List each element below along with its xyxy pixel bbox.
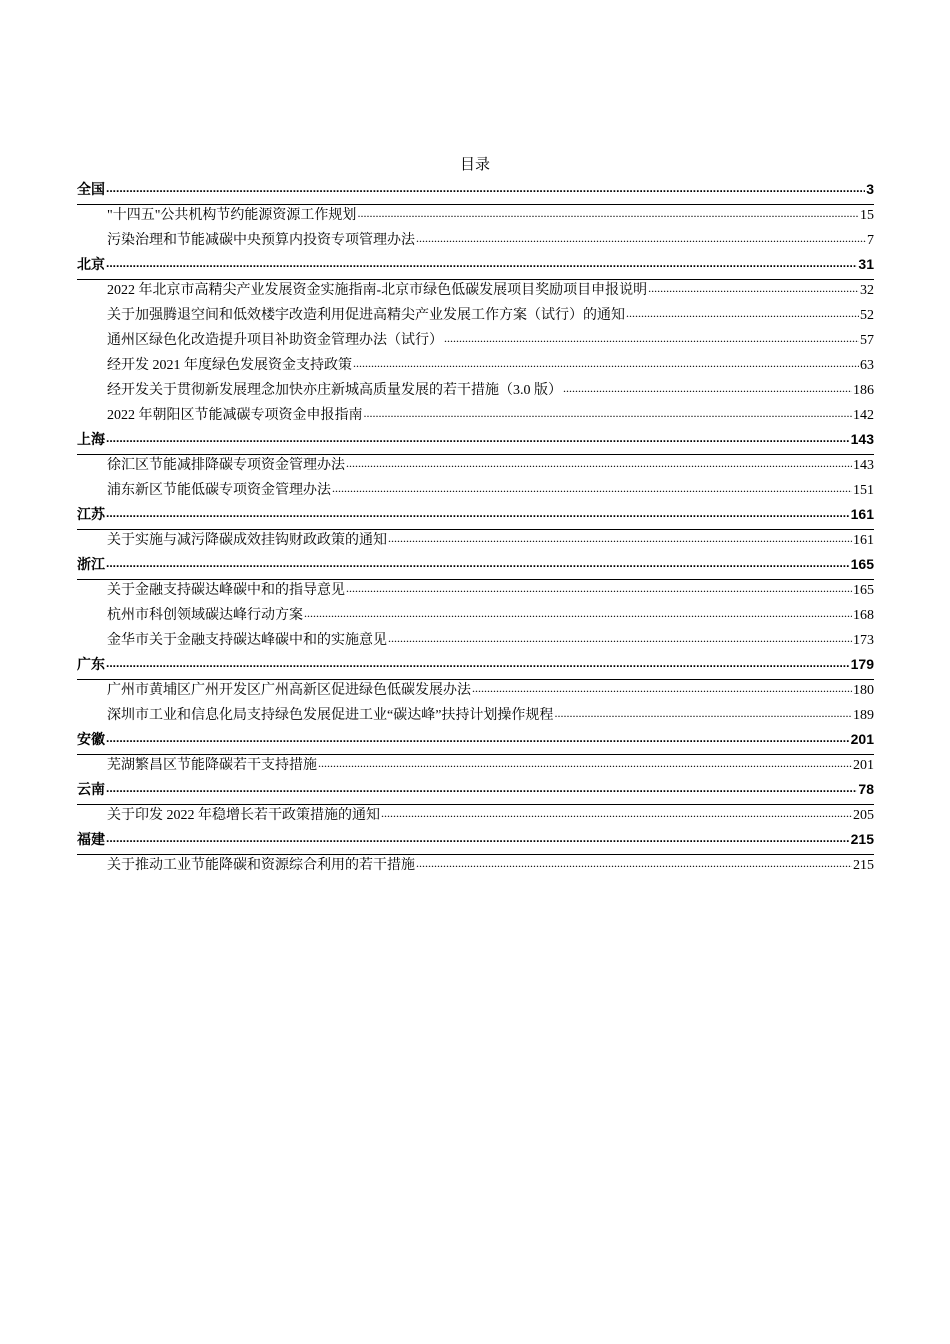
toc-entry-label: 关于推动工业节能降碳和资源综合利用的若干措施 (107, 858, 415, 873)
toc-dot-leader (563, 380, 852, 394)
toc-item-entry[interactable] (77, 305, 874, 330)
toc-entry-page-number: 161 (850, 506, 874, 522)
toc-entry-label: 北京 (77, 257, 105, 273)
toc-entry-page-number: 7 (867, 233, 874, 248)
toc-entry-label: 经开发 2021 年度绿色发展资金支持政策 (107, 358, 352, 373)
toc-dot-leader (648, 280, 859, 294)
toc-entry-page-number: 201 (850, 731, 874, 747)
toc-entry-page-number: 142 (853, 408, 874, 423)
toc-entry-label: 云南 (77, 782, 105, 798)
toc-dot-leader (388, 530, 852, 544)
toc-entry-label: 广东 (77, 657, 105, 673)
toc-item-entry[interactable] (77, 755, 874, 780)
toc-dot-leader (106, 655, 850, 669)
toc-entry-label: "十四五"公共机构节约能源资源工作规划 (107, 208, 357, 223)
toc-entry-page-number: 215 (850, 831, 874, 847)
toc-item-entry[interactable] (77, 230, 874, 255)
toc-dot-leader (472, 680, 852, 694)
toc-entry-page-number: 3 (866, 181, 874, 197)
toc-dot-leader (106, 430, 850, 444)
toc-dot-leader (106, 830, 850, 844)
toc-section-entry[interactable] (77, 555, 874, 580)
toc-entry-page-number: 63 (860, 358, 874, 373)
toc-entry-page-number: 165 (853, 583, 874, 598)
toc-item-entry[interactable] (77, 455, 874, 480)
toc-entry-label: 关于实施与减污降碳成效挂钩财政政策的通知 (107, 533, 387, 548)
toc-item-entry[interactable] (77, 605, 874, 630)
toc-dot-leader (332, 480, 852, 494)
toc-entry-page-number: 31 (858, 256, 874, 272)
toc-entry-label: 全国 (77, 182, 105, 198)
toc-entry-page-number: 151 (853, 483, 874, 498)
toc-dot-leader (381, 805, 852, 819)
toc-dot-leader (353, 355, 859, 369)
toc-dot-leader (106, 555, 850, 569)
toc-item-entry[interactable] (77, 855, 874, 880)
toc-dot-leader (416, 855, 852, 869)
toc-entry-page-number: 186 (853, 383, 874, 398)
toc-entry-label: 关于加强腾退空间和低效楼宇改造利用促进高精尖产业发展工作方案（试行）的通知 (107, 308, 625, 323)
toc-dot-leader (106, 180, 865, 194)
toc-entry-page-number: 189 (853, 708, 874, 723)
toc-dot-leader (106, 730, 850, 744)
toc-item-entry[interactable] (77, 530, 874, 555)
toc-entry-label: 污染治理和节能减碳中央预算内投资专项管理办法 (107, 233, 415, 248)
toc-dot-leader (357, 205, 859, 219)
toc-entry-label: 通州区绿色化改造提升项目补助资金管理办法（试行） (107, 333, 443, 348)
toc-section-entry[interactable] (77, 430, 874, 455)
toc-dot-leader (106, 780, 857, 794)
toc-entry-label: 经开发关于贯彻新发展理念加快亦庄新城高质量发展的若干措施（3.0 版） (107, 383, 562, 398)
toc-entry-page-number: 201 (853, 758, 874, 773)
toc-item-entry[interactable] (77, 630, 874, 655)
toc-entry-label: 2022 年北京市高精尖产业发展资金实施指南-北京市绿色低碳发展项目奖励项目申报说明 (107, 283, 648, 298)
toc-item-entry[interactable] (77, 580, 874, 605)
toc-entry-page-number: 161 (853, 533, 874, 548)
toc-entry-label: 金华市关于金融支持碳达峰碳中和的实施意见 (107, 633, 387, 648)
toc-dot-leader (304, 605, 852, 619)
toc-entry-label: 上海 (77, 432, 105, 448)
toc-dot-leader (318, 755, 852, 769)
toc-entry-label: 浙江 (77, 557, 105, 573)
toc-section-entry[interactable] (77, 730, 874, 755)
toc-entry-label: 浦东新区节能低碳专项资金管理办法 (107, 483, 331, 498)
toc-entry-page-number: 168 (853, 608, 874, 623)
toc-entry-page-number: 205 (853, 808, 874, 823)
toc-entry-page-number: 180 (853, 683, 874, 698)
toc-item-entry[interactable] (77, 355, 874, 380)
toc-dot-leader (444, 330, 859, 344)
toc-dot-leader (364, 405, 853, 419)
toc-dot-leader (346, 455, 852, 469)
toc-entry-label: 福建 (77, 832, 105, 848)
toc-entry-label: 芜湖繁昌区节能降碳若干支持措施 (107, 758, 317, 773)
toc-entry-label: 杭州市科创领域碳达峰行动方案 (107, 608, 303, 623)
toc-item-entry[interactable] (77, 380, 874, 405)
toc-entry-label: 关于金融支持碳达峰碳中和的指导意见 (107, 583, 345, 598)
toc-dot-leader (416, 230, 866, 244)
toc-item-entry[interactable] (77, 705, 874, 730)
toc-entry-page-number: 173 (853, 633, 874, 648)
toc-entry-page-number: 52 (860, 308, 874, 323)
toc-entry-label: 深圳市工业和信息化局支持绿色发展促进工业“碳达峰”扶持计划操作规程 (107, 708, 554, 723)
toc-item-entry[interactable] (77, 480, 874, 505)
toc-entry-label: 关于印发 2022 年稳增长若干政策措施的通知 (107, 808, 380, 823)
toc-entry-page-number: 32 (860, 283, 874, 298)
toc-section-entry[interactable] (77, 255, 874, 280)
toc-entry-label: 徐汇区节能减排降碳专项资金管理办法 (107, 458, 345, 473)
toc-item-entry[interactable] (77, 805, 874, 830)
toc-section-entry[interactable] (77, 180, 874, 205)
toc-item-entry[interactable] (77, 205, 874, 230)
toc-dot-leader (106, 255, 857, 269)
toc-entry-page-number: 78 (858, 781, 874, 797)
toc-dot-leader (346, 580, 852, 594)
toc-dot-leader (626, 305, 859, 319)
toc-entry-page-number: 15 (860, 208, 874, 223)
toc-entry-label: 广州市黄埔区广州开发区广州高新区促进绿色低碳发展办法 (107, 683, 471, 698)
toc-section-entry[interactable] (77, 505, 874, 530)
toc-entry-page-number: 179 (850, 656, 874, 672)
table-of-contents (77, 180, 874, 880)
toc-entry-page-number: 143 (853, 458, 874, 473)
toc-item-entry[interactable] (77, 405, 874, 430)
toc-entry-label: 安徽 (77, 732, 105, 748)
toc-item-entry[interactable] (77, 330, 874, 355)
toc-section-entry[interactable] (77, 830, 874, 855)
toc-section-entry[interactable] (77, 780, 874, 805)
toc-entry-page-number: 57 (860, 333, 874, 348)
toc-item-entry[interactable] (77, 280, 874, 305)
toc-entry-page-number: 143 (850, 431, 874, 447)
toc-section-entry[interactable] (77, 655, 874, 680)
toc-item-entry[interactable] (77, 680, 874, 705)
toc-dot-leader (388, 630, 852, 644)
toc-dot-leader (106, 505, 850, 519)
toc-entry-label: 江苏 (77, 507, 105, 523)
toc-entry-page-number: 215 (853, 858, 874, 873)
toc-title: 目录 (459, 157, 490, 173)
toc-entry-label: 2022 年朝阳区节能减碳专项资金申报指南 (107, 408, 363, 423)
toc-entry-page-number: 165 (850, 556, 874, 572)
toc-dot-leader (554, 705, 852, 719)
